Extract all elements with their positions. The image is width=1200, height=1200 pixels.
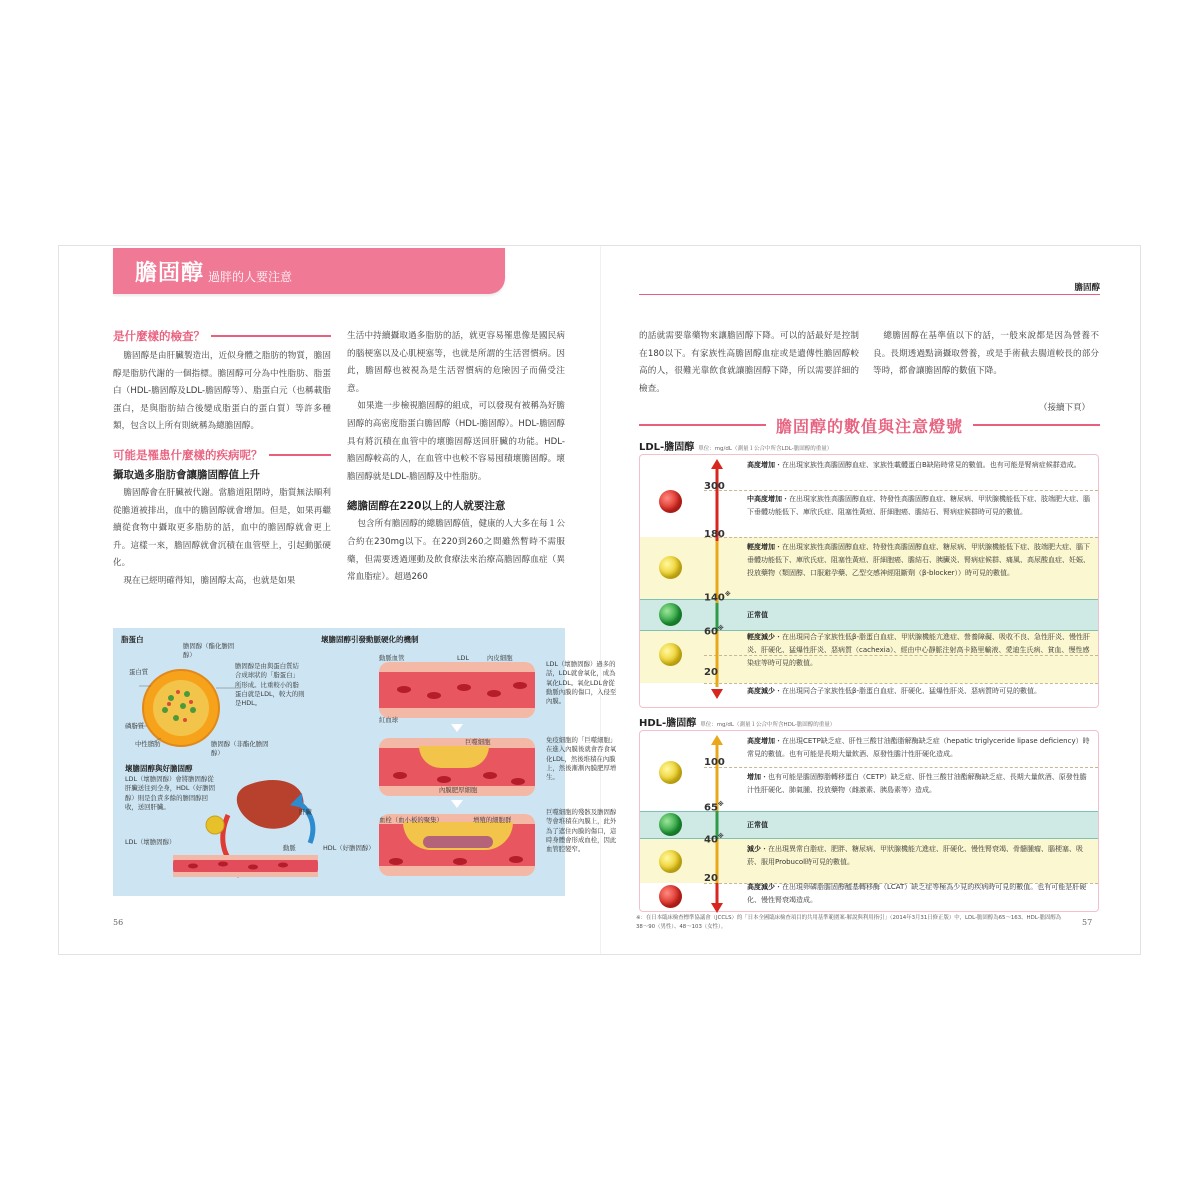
hdl-label: HDL（好膽固醇） <box>323 844 375 852</box>
heading-diseases: 可能是罹患什麼樣的疾病呢？ <box>113 447 331 463</box>
paragraph: 的話就需要靠藥物來讓膽固醇下降。可以的話最好是控制在180以下。有家族性高膽固醇血症或是遺傳性膽固醇較高的人，很難光靠飲食就讓膽固醇下降，所以需要詳細的檢查。 <box>639 331 859 394</box>
label-ldl: LDL <box>457 654 470 662</box>
hdl-desc-high: 高度增加・在出現CETP缺乏症、肝性三酸甘油酯脂解酶缺乏症（hepatic triglyceride lipase deficiency）時常見的數值。也有可能是長期大量飲酒、原發性膽汁性肝硬化造成。 <box>747 737 1090 758</box>
left-column-2 <box>347 328 565 587</box>
liver-label: 肝臟 <box>299 808 312 816</box>
hdl-signal-panel <box>639 730 1099 912</box>
left-page <box>59 246 617 954</box>
stage-1-note: LDL（壞膽固醇）過多的話，LDL就會氧化，成為氧化LDL。氧化LDL會從動脈內膜的傷口，入侵至內膜。 <box>546 660 617 706</box>
hdl-section-heading: HDL-膽固醇 單位：mg/dL（測量１公合中所含HDL-膽固醇的重量） <box>639 718 836 729</box>
illustration-panel <box>113 628 617 896</box>
ldl-tick: 60※ <box>704 625 724 638</box>
paragraph: 生活中持續攝取過多脂肪的話，就更容易罹患像是國民病的腦梗塞以及心肌梗塞等，也就是所謂的生活習慣病。因此，膽固醇也被視為是生活習慣病的危險因子而備受注意。 <box>347 331 565 394</box>
ldl-tick: 300 <box>704 481 725 492</box>
label-artery: 動脈血管 <box>379 654 405 662</box>
hdl-tick: 65※ <box>704 801 724 814</box>
chart-title: 膽固醇的數值與注意燈號 <box>639 414 1100 436</box>
yellow-light-icon <box>659 850 682 873</box>
ldl-tick: 140※ <box>704 591 731 604</box>
ldl-scale-arrow <box>710 459 724 699</box>
red-light-icon <box>659 885 682 908</box>
hdl-tick: 100 <box>704 757 725 768</box>
paragraph: 如果進一步檢視膽固醇的組成，可以發現有被稱為好膽固醇的高密度脂蛋白膽固醇（HDL-膽固醇）。HDL-膽固醇具有將沉積在血管中的壞膽固醇送回肝臟的功能。HDL-膽固醇較高的人，在血管中也較不容易囤積壞膽固醇。壞膽固醇就是LDL-膽固醇及中性脂肪。 <box>347 401 565 482</box>
good-bad-box-text: LDL（壞膽固醇）會將膽固醇從肝臟送往到全身，HDL（好膽固醇）則是負責多餘的膽固醇回收，送回肝臟。 <box>125 775 215 811</box>
label-proliferating-cells: 增殖的細胞群 <box>473 816 512 824</box>
lipoprotein-note: 膽固醇是由與蛋白質結合成球狀的「脂蛋白」所形成。比重較小的脂蛋白就是LDL，較大的則是HDL。 <box>235 662 305 708</box>
page-number-right: 57 <box>1082 918 1093 927</box>
ldl-desc-normal: 正常值 <box>747 611 768 619</box>
chapter-subtitle: 過胖的人要注意 <box>208 270 293 284</box>
ldl-signal-panel <box>639 454 1099 708</box>
label-macrophage: 巨噬細胞 <box>465 738 491 746</box>
heading-what-test: 是什麼樣的檢查？ <box>113 328 331 344</box>
ldl-desc-high: 高度增加・在出現家族性高膽固醇血症、家族性載體蛋白B缺陷時常見的數值。也有可能是腎病症候群造成。 <box>747 461 1081 469</box>
paragraph: 膽固醇會在肝臟被代謝。當膽道阻閉時，脂質無法順利從膽道被排出，血中的膽固醇就會增加。但是，如果再繼續從食物中攝取更多脂肪的話，血中的膽固醇就會更上升。這樣一來，膽固醇就會沉積在血管壁上，引起動脈硬化。 <box>113 487 331 569</box>
illus-title-lipoprotein: 脂蛋白 <box>121 635 144 644</box>
ldl-desc-mild: 輕度增加・在出現家族性高膽固醇血症、特發性高膽固醇血症、糖尿病、甲狀腺機能低下症、肢端肥大症、腦下垂體功能低下、庫欣氏症、阻塞性黃疸、肝細胞癌、膽結石、胰臟炎、腎病症候群、痛風、高尿酸血症、妊娠、投放藥物（類固醇、口服避孕藥、乙型交感神經阻斷劑（β-blocker））時可見的數值。 <box>747 543 1090 577</box>
footnote: ※：在日本臨床檢查標準協議會（JCCLS）的「日本全國臨床檢查項目的共用基準範圍案-解說與利用指引」（2014年3月31日修正版）中，LDL-膽固醇為65～163、HDL-膽固醇為38～90（男性）、48～103（女性）。 <box>636 915 1062 930</box>
label-thrombus: 血栓（血小板的聚集） <box>379 816 443 824</box>
ldl-desc-mid-high: 中高度增加・在出現家族性高膽固醇血症、特發性高膽固醇血症、糖尿病、甲狀腺機能低下症、肢端肥大症、腦下垂體功能低下、庫欣氏症、阻塞性黃疸、肝細胞癌、膽結石、腎病症候群時可見的數值。 <box>747 495 1090 516</box>
subheading: 總膽固醇在220以上的人就要注意 <box>347 500 506 513</box>
ldl-tick: 20 <box>704 667 718 678</box>
book-spread <box>58 245 1141 955</box>
right-column-1 <box>639 328 859 398</box>
label-cholesterol-ester: 膽固醇（酯化膽固醇） <box>183 642 235 660</box>
page-number-left: 56 <box>113 918 124 927</box>
ldl-label: LDL（壞膽固醇） <box>125 838 176 846</box>
paragraph: 總膽固醇在基準值以下的話，一般來說都是因為營養不良。長期透過點滴攝取營養，或是手術截去腸道較長的部分等時，都會讓膽固醇的數值下降。 <box>873 331 1099 377</box>
hdl-desc-normal: 正常值 <box>747 821 768 829</box>
paragraph: 膽固醇是由肝臟製造出，近似身體之脂肪的物質，膽固醇是脂肪代謝的一個指標。膽固醇可分為中性脂肪、脂蛋白（HDL-膽固醇及LDL-膽固醇等）、脂蛋白元（也稱載脂蛋白，是與脂肪結合後變成脂蛋白的蛋白質）等許多種類，包含以上所有則統稱為總膽固醇。 <box>113 351 331 432</box>
hdl-desc-increase: 增加・也有可能是膽固醇脂轉移蛋白（CETP）缺乏症、肝性三酸甘油酯解酶缺乏症、長期大量飲酒、原發性膽汁性肝硬化、肺氣腫、投放藥物（雌激素、胰島素等）造成。 <box>747 773 1087 794</box>
arrow-down-icon <box>451 800 463 808</box>
red-light-icon <box>659 490 682 513</box>
ldl-tick: 180 <box>704 529 725 540</box>
subheading: 攝取過多脂肪會讓膽固醇值上升 <box>113 468 260 481</box>
ldl-desc-low: 高度減少・在出現同合子家族性低β-脂蛋白血症、肝硬化、猛爆性肝炎、惡病質時可見的數值。 <box>747 687 1041 695</box>
artery-diagram-stage-1 <box>379 662 535 718</box>
label-red-blood-cell: 紅血球 <box>379 716 399 724</box>
yellow-light-icon <box>659 556 682 579</box>
chapter-title: 膽固醇 <box>135 261 205 286</box>
hdl-tick: 20 <box>704 873 718 884</box>
hdl-desc-low: 高度減少・在出現卵磷脂膽固醇醯基轉移酶（LCAT）缺乏症等極為少見的疾病時可見的數值。也有可能是肝硬化、慢性腎衰竭造成。 <box>747 883 1087 904</box>
right-page <box>600 246 1142 954</box>
artery-label: 動脈 <box>283 844 296 852</box>
hdl-desc-decrease: 減少・在出現異常白脂症、肥胖、糖尿病、甲狀腺機能亢進症、肝硬化、慢性腎衰竭、骨髓腫瘤、腦梗塞、吸菸、服用Probucol時可見的數值。 <box>747 845 1083 866</box>
green-light-icon <box>659 813 682 836</box>
paragraph: 包含所有膽固醇的總膽固醇值，健康的人大多在每１公合約在230mg以下。在220到260之間雖然暫時不需服藥，但需要透過運動及飲食療法來治療高膽固醇血症（異常血脂症）。超過260 <box>347 519 565 583</box>
good-bad-box-title: 壞膽固醇與好膽固醇 <box>125 764 193 773</box>
ldl-desc-mild-low: 輕度減少・在出現同合子家族性低β-脂蛋白血症、甲狀腺機能亢進症、營養障礙、吸收不良、急性肝炎、慢性肝炎、肝硬化、猛爆性肝炎、惡病質（cachexia）、經由中心靜脈注射高卡路里輸液、愛迪生氏病、貧血、慢性感染症等時可見的數值。 <box>747 633 1090 667</box>
yellow-light-icon <box>659 643 682 666</box>
arrow-down-icon <box>451 724 463 732</box>
label-protein: 蛋白質 <box>129 668 149 676</box>
yellow-light-icon <box>659 761 682 784</box>
stage-2-note: 免疫細胞的「巨噬細胞」在進入內膜後就會吞食氧化LDL，然後堆積在內膜上，然後漸漸內膜肥厚增生。 <box>546 736 617 782</box>
running-head: 膽固醇 <box>1074 283 1100 293</box>
label-phospholipid: 磷脂質 <box>125 722 145 730</box>
label-endothelial: 內皮細胞 <box>487 654 513 662</box>
left-column-1 <box>113 328 331 591</box>
ldl-section-heading: LDL-膽固醇 單位：mg/dL（測量１公合中所含LDL-膽固醇的重量） <box>639 442 833 453</box>
green-light-icon <box>659 603 682 626</box>
right-column-2 <box>873 328 1099 381</box>
chapter-tab <box>113 248 505 294</box>
label-neutral-fat: 中性脂肪 <box>135 740 161 748</box>
illus-title-mechanism: 壞膽固醇引發動脈硬化的機制 <box>321 635 419 644</box>
stage-3-note: 巨噬細胞的殘骸及膽固醇等會堆積在內膜上，此外為了遮住內膜的傷口，這時身體會形成血栓，因此血管腔變窄。 <box>546 808 617 854</box>
continued-note: （接續下頁） <box>1038 403 1090 413</box>
label-free-cholesterol: 膽固醇（非酯化膽固醇） <box>211 740 269 758</box>
hdl-tick: 40※ <box>704 833 724 846</box>
paragraph: 現在已經明確得知，膽固醇太高，也就是如果 <box>123 575 296 586</box>
header-rule <box>639 294 1100 295</box>
liver-circulation-illustration <box>168 763 318 893</box>
label-thickened-intima: 內膜肥厚細胞 <box>439 786 478 794</box>
